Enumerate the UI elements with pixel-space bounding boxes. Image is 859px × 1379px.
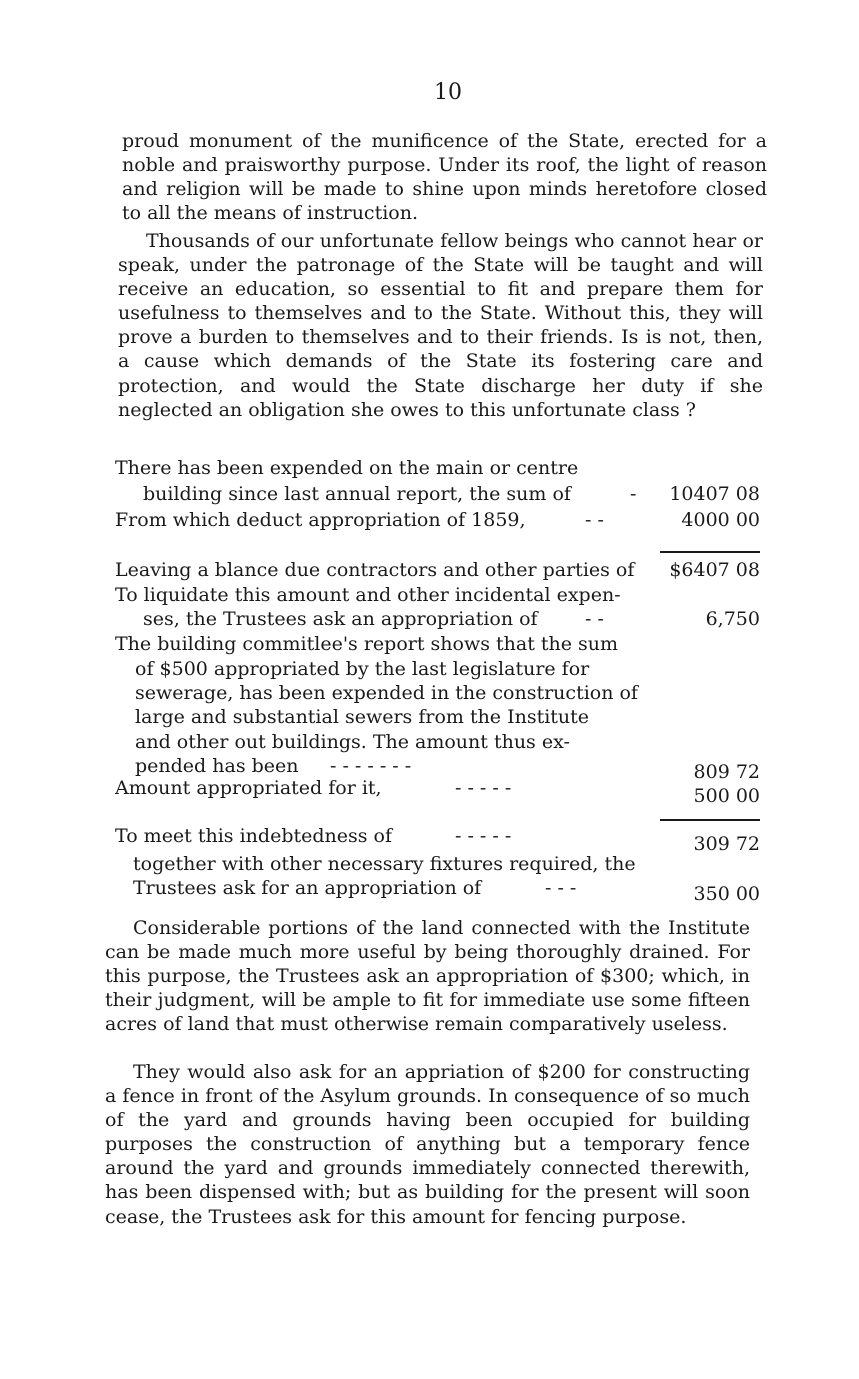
account-line <box>115 705 760 730</box>
leader-dots: - - - - - <box>455 825 512 847</box>
paragraph-drainage: Considerable portions of the land connected with the Institute can be made much more useful by being thoroughly drained. For this purpose, the Trustees ask an appropriation of $300; which, in their judgment, will be ample to fit for immediate use some fifteen acres of land that must otherwise remain comparatively useless. <box>105 917 750 1036</box>
page-number: 10 <box>434 80 462 105</box>
account-line-label: pended has been <box>135 755 299 777</box>
leader-dots: - - - - - - - <box>330 755 412 777</box>
account-line-label: of $500 appropriated by the last legislature for <box>135 658 590 680</box>
account-amount: 10407 08 <box>669 483 760 505</box>
account-amount: 309 72 <box>693 833 760 855</box>
account-amount: 350 00 <box>693 883 760 905</box>
account-amount: 6,750 <box>705 608 760 630</box>
account-line-label: Amount appropriated for it, <box>115 777 382 799</box>
account-line <box>115 681 760 706</box>
account-line-label: ses, the Trustees ask an appropriation of <box>143 608 538 630</box>
sum-rule <box>660 551 760 553</box>
account-line <box>115 583 760 608</box>
paragraph-monument: proud monument of the munificence of the State, erected for a noble and praisworthy purpose. Under its roof, the light of reason and religion will be made to shine upon minds heretofore closed to all the means of instruction. <box>122 130 767 225</box>
account-line-label: together with other necessary fixtures required, the <box>133 853 636 875</box>
account-line <box>115 508 760 533</box>
paragraph-fence: They would also ask for an appriation of $200 for constructing a fence in front of the Asylum grounds. In consequence of so much of the yard and grounds having been occupied for building purposes the construction of anything but a temporary fence around the yard and grounds immediately connected therewith, has been dispensed with; but as building for the present will soon cease, the Trustees ask for this amount for fencing purpose. <box>105 1061 750 1228</box>
account-line-label: The building commitlee's report shows that the sum <box>115 633 619 655</box>
account-line <box>115 730 760 755</box>
account-line-label: building since last annual report, the sum of <box>143 483 571 505</box>
account-amount: 4000 00 <box>681 509 760 531</box>
account-line <box>115 876 760 905</box>
account-line <box>115 824 760 855</box>
account-line <box>115 482 760 507</box>
leader-dots: - - - - - <box>455 777 512 799</box>
account-line-label: and other out buildings. The amount thus ex- <box>135 731 570 753</box>
sum-rule <box>660 819 760 821</box>
account-line <box>115 607 760 632</box>
account-line-label: Leaving a blance due contractors and other parties of <box>115 559 635 581</box>
account-line <box>115 657 760 682</box>
account-line-label: Trustees ask for an appropriation of <box>133 877 482 899</box>
account-line-label: To liquidate this amount and other incidental expen- <box>115 584 621 606</box>
account-line <box>115 456 760 481</box>
account-line-label: There has been expended on the main or centre <box>115 457 579 479</box>
account-amount: $6407 08 <box>669 559 760 581</box>
account-line <box>115 558 760 583</box>
account-line-label: large and substantial sewers from the Institute <box>135 706 590 728</box>
account-line <box>115 632 760 657</box>
account-line-label: sewerage, has been expended in the construction of <box>135 682 638 704</box>
leader-dots: - - <box>585 608 604 630</box>
account-line <box>115 776 760 807</box>
leader-dots: - - - <box>545 877 577 899</box>
account-line-label: From which deduct appropriation of 1859, <box>115 509 526 531</box>
leader-dots: - - <box>585 509 604 531</box>
account-line <box>115 852 760 877</box>
account-line-label: To meet this indebtedness of <box>115 825 393 847</box>
paragraph-thousands: Thousands of our unfortunate fellow beings who cannot hear or speak, under the patronage of the State will be taught and will receive an education, so essential to fit and prepare them for usefulness to themselves and to the State. Without this, they will prove a burden to themselves and to their friends. Is is not, then, a cause which demands of the State its fostering care and protection, and would the State discharge her duty if she neglected an obligation she owes to this unfortunate class ? <box>118 230 763 421</box>
account-amount: 500 00 <box>693 785 760 807</box>
account-amount: 809 72 <box>693 761 760 783</box>
leader-dots: - <box>630 483 637 505</box>
